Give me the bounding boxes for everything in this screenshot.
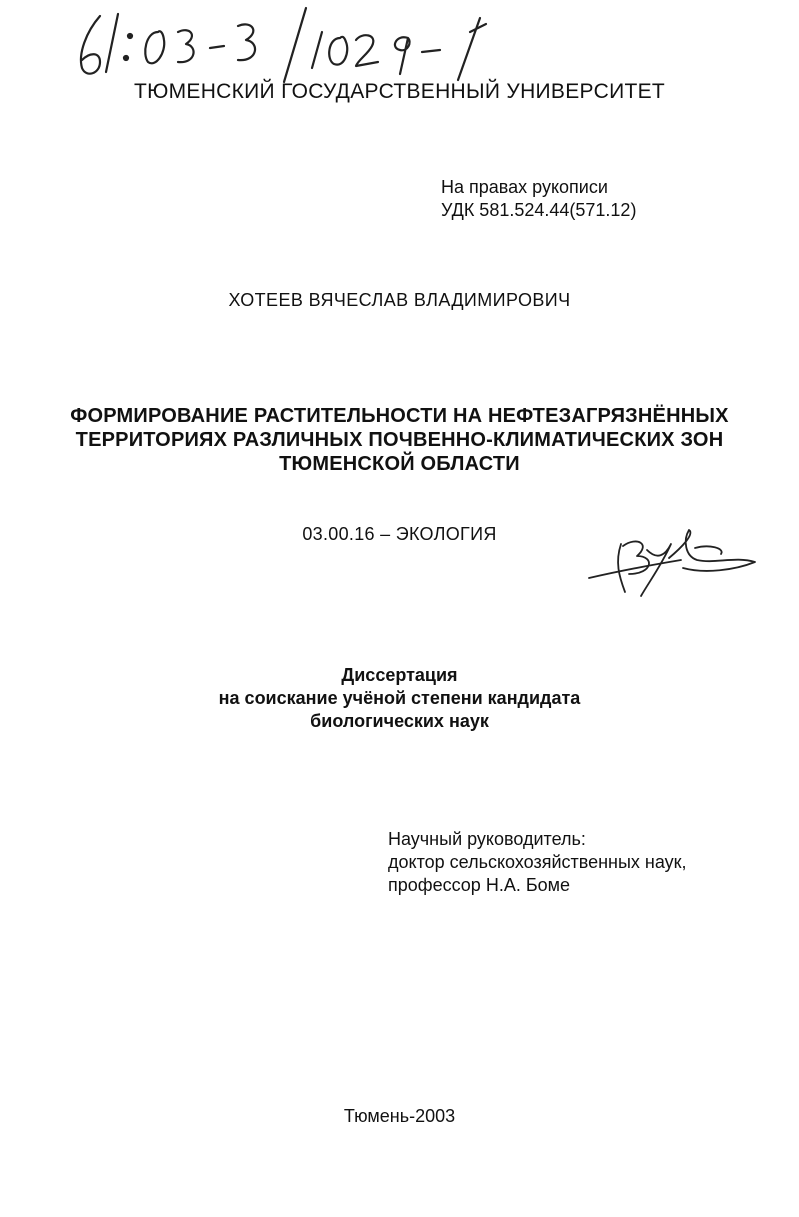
dissertation-title bbox=[0, 404, 799, 476]
handwritten-signature bbox=[585, 526, 760, 600]
udc-code: УДК 581.524.44(571.12) bbox=[441, 200, 637, 220]
title-line: ТЮМЕНСКОЙ ОБЛАСТИ bbox=[279, 453, 520, 475]
advisor-line: Научный руководитель: bbox=[388, 829, 586, 849]
title-line: ФОРМИРОВАНИЕ РАСТИТЕЛЬНОСТИ НА НЕФТЕЗАГРЯЗНЁННЫХ bbox=[70, 405, 729, 427]
university-name: ТЮМЕНСКИЙ ГОСУДАРСТВЕННЫЙ УНИВЕРСИТЕТ bbox=[133, 80, 666, 103]
advisor-line: профессор Н.А. Боме bbox=[388, 875, 571, 895]
rights-block bbox=[441, 176, 636, 222]
scientific-advisor bbox=[388, 828, 687, 897]
manuscript-rights-note: На правах рукописи bbox=[441, 177, 608, 197]
degree-statement bbox=[0, 664, 799, 733]
handwritten-archive-number bbox=[60, 2, 520, 86]
degree-line: биологических наук bbox=[310, 711, 489, 731]
specialty-code: 03.00.16 – ЭКОЛОГИЯ bbox=[302, 524, 497, 544]
city-and-year: Тюмень-2003 bbox=[343, 1106, 456, 1126]
degree-line: Диссертация bbox=[341, 665, 458, 685]
degree-line: на соискание учёной степени кандидата bbox=[218, 688, 581, 708]
title-line: ТЕРРИТОРИЯХ РАЗЛИЧНЫХ ПОЧВЕННО-КЛИМАТИЧЕСКИХ ЗОН bbox=[75, 429, 724, 451]
advisor-line: доктор сельскохозяйственных наук, bbox=[388, 852, 687, 872]
author-name: ХОТЕЕВ ВЯЧЕСЛАВ ВЛАДИМИРОВИЧ bbox=[228, 290, 571, 310]
